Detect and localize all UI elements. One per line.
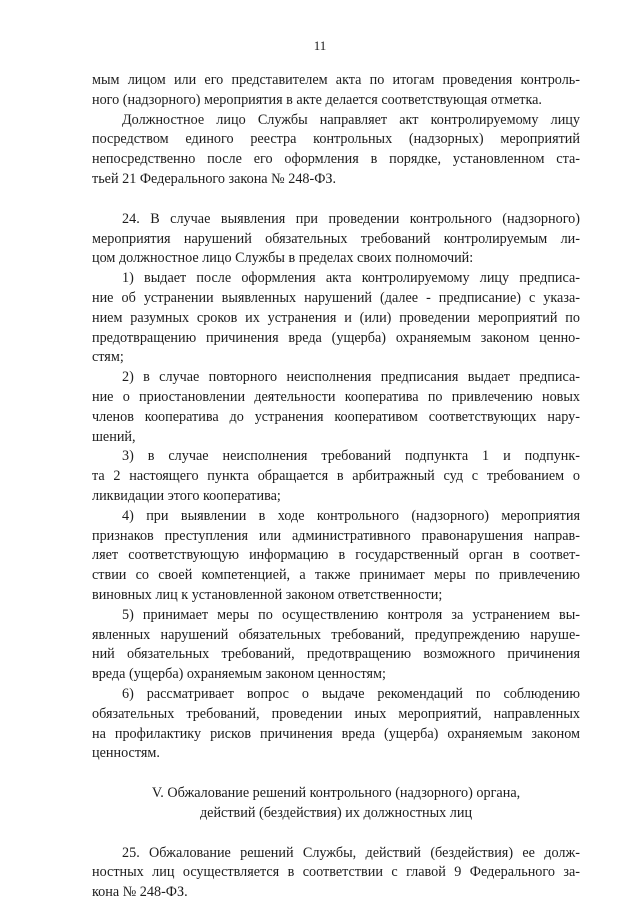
text-line: мероприятия нарушений обязательных требований контролируемым ли- [92, 230, 580, 247]
text-line: ствии со своей компетенцией, а также принимает меры по привлечению [92, 567, 580, 584]
text-line: непосредственно после его оформления в порядке, установленном ста- [92, 151, 580, 168]
text-line: тьей 21 Федерального закона № 248-ФЗ. [92, 170, 337, 187]
text-line: 25. Обжалование решений Службы, действий (бездействия) ее долж- [122, 844, 580, 861]
text-line: шений, [92, 428, 136, 445]
text-line: 4) при выявлении в ходе контрольного (надзорного) мероприятия [122, 507, 580, 524]
document-body [92, 71, 580, 903]
text-line: 1) выдает после оформления акта контролируемому лицу предписа- [122, 270, 580, 287]
subitem-6 [92, 685, 580, 764]
text-line: 5) принимает меры по осуществлению контроля за устранением вы- [122, 606, 580, 623]
text-line: на профилактику рисков причинения вреда (ущерба) охраняемым законом [92, 725, 580, 742]
text-line: ние о приостановлении деятельности кооператива по привлечению новых [92, 388, 580, 405]
text-line: Должностное лицо Службы направляет акт контролируемому лицу [122, 111, 580, 128]
text-line: вреда (ущерба) охраняемым законом ценностям; [92, 666, 386, 683]
section-heading [92, 784, 580, 824]
text-line: стям; [92, 349, 124, 366]
text-line: ностных лиц осуществляется в соответствии с главой 9 Федерального за- [92, 864, 580, 881]
text-line: обязательных требований, проведении иных мероприятий, направленных [92, 705, 580, 722]
text-line: ликвидации этого кооператива; [92, 487, 281, 504]
subitem-5 [92, 606, 580, 685]
text-line: ного (надзорного) мероприятия в акте делается соответствующая отметка. [92, 91, 542, 108]
subitem-4 [92, 507, 580, 606]
page-number: 11 [313, 38, 327, 53]
text-line: ние об устранении выявленных нарушений (далее - предписание) с указа- [92, 289, 580, 306]
text-line: 3) в случае неисполнения требований подпункта 1 и подпунк- [122, 448, 580, 465]
text-line: 24. В случае выявления при проведении контрольного (надзорного) [122, 210, 580, 227]
subitem-1 [92, 269, 580, 368]
subitem-3 [92, 447, 580, 506]
text-line: цом должностное лицо Службы в пределах своих полномочий: [92, 250, 474, 267]
heading-line: действий (бездействия) их должностных лиц [199, 804, 473, 821]
text-line: виновных лиц к установленной законом ответственности; [92, 586, 443, 603]
text-line: ляет соответствующую информацию в государственный орган в соответ- [92, 547, 580, 564]
text-line: 6) рассматривает вопрос о выдаче рекомендаций по соблюдению [122, 685, 580, 702]
text-line: 2) в случае повторного неисполнения предписания выдает предписа- [122, 369, 580, 386]
text-line: предотвращению причинения вреда (ущерба) охраняемым законом ценно- [92, 329, 580, 346]
text-line: ценностям. [92, 745, 160, 762]
text-line: кона № 248-ФЗ. [92, 884, 188, 901]
paragraph-item-25 [92, 844, 580, 903]
heading-line: V. Обжалование решений контрольного (надзорного) органа, [151, 785, 521, 802]
paragraph-continuation [92, 71, 580, 111]
text-line: явленных нарушений обязательных требований, предупреждению наруше- [92, 626, 580, 643]
text-line: членов кооператива до устранения кооперативом соответствующих нару- [92, 408, 580, 425]
text-line: признаков преступления или административного правонарушения направ- [92, 527, 580, 544]
subitem-2 [92, 368, 580, 447]
text-line: мым лицом или его представителем акта по итогам проведения контроль- [92, 72, 580, 88]
text-line: та 2 настоящего пункта обращается в арбитражный суд с требованием о [92, 468, 580, 485]
text-line: посредством единого реестра контрольных (надзорных) мероприятий [92, 131, 580, 148]
text-line: ний обязательных требований, предотвращению возможного причинения [92, 646, 580, 663]
text-line: нием разумных сроков их устранения и (или) проведении мероприятий по [92, 309, 580, 326]
paragraph-act-sending [92, 111, 580, 190]
paragraph-item-24 [92, 210, 580, 269]
